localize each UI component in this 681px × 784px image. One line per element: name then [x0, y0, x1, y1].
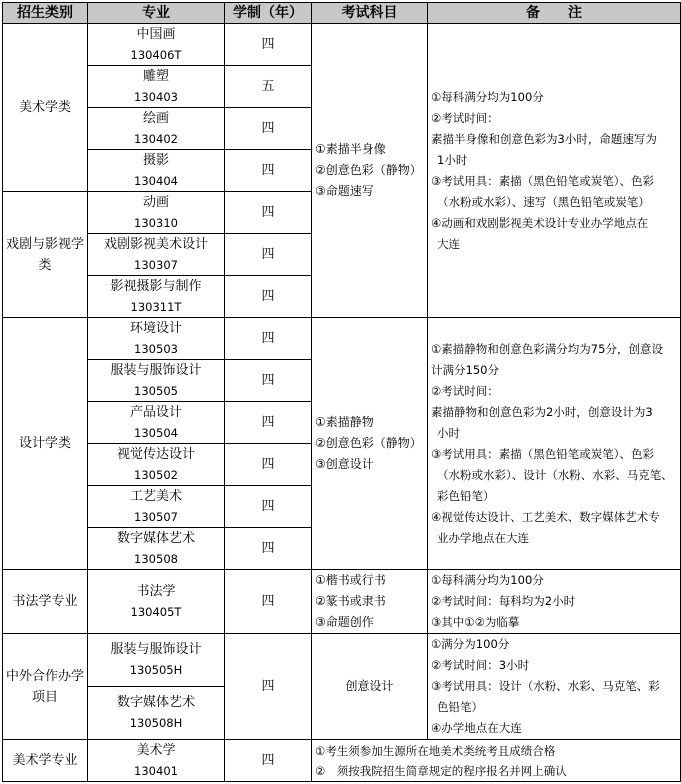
major-cell: [88, 360, 225, 402]
note-line: ①素描静物和创意色彩满分均为75分，创意设: [431, 341, 663, 356]
note-line: ②考试时间：3小时: [431, 658, 530, 672]
header-major: 专业: [88, 3, 225, 24]
major-code: 130402: [134, 131, 178, 146]
subject-item: ③命题速写: [315, 184, 374, 198]
notes-cell: [428, 570, 681, 634]
years-cell: 四: [225, 402, 312, 444]
note-line: ③考试用具：素描（黑色铅笔或炭笔）、色彩: [431, 446, 655, 461]
years-cell: 四: [225, 192, 312, 234]
major-cell: [88, 444, 225, 486]
major-name: 产品设计: [129, 404, 182, 420]
major-code: 130508H: [129, 716, 183, 730]
major-cell: [88, 634, 225, 687]
major-code: 130505H: [129, 663, 183, 677]
notes-cell: [428, 318, 681, 570]
category-cell: 中外合作办学项目: [3, 634, 88, 740]
note-line: ①每科满分均为100分: [431, 573, 544, 587]
note-line: ②考试时间：: [431, 110, 499, 125]
note-line: ② 须按我院招生简章规定的程序报名并网上确认: [315, 763, 567, 778]
years-cell: 四: [225, 570, 312, 634]
note-line: 素描半身像和创意色彩为3小时，命题速写为: [431, 131, 657, 146]
note-line: 大连: [437, 236, 460, 251]
years-cell: 四: [225, 486, 312, 528]
major-cell: [88, 150, 225, 192]
years-cell: 四: [225, 234, 312, 276]
major-cell: [88, 234, 225, 276]
subjects-cell: 创意设计: [312, 634, 428, 740]
major-cell: [88, 687, 225, 740]
table-row: [3, 318, 681, 360]
major-name: 环境设计: [129, 320, 182, 336]
major-name: 动画: [142, 194, 169, 210]
major-name: 视觉传达设计: [116, 446, 195, 462]
note-line: ④动画和戏剧影视美术设计专业办学地点在: [431, 215, 649, 230]
category-cell: 设计学类: [3, 318, 88, 570]
major-name: 绘画: [142, 110, 169, 126]
table-row: [3, 740, 681, 782]
subjects-cell: [312, 570, 428, 634]
category-cell: 美术学专业: [3, 740, 88, 782]
note-line: 色铅笔）: [437, 700, 483, 714]
subject-item: ①素描静物: [315, 415, 374, 429]
notes-cell: [312, 740, 681, 782]
major-code: 130403: [134, 89, 178, 104]
major-cell: [88, 192, 225, 234]
major-name: 美术学: [136, 742, 176, 758]
years-cell: 四: [225, 634, 312, 740]
header-years: 学制（年）: [225, 3, 312, 24]
category-cell: 书法学专业: [3, 570, 88, 634]
note-line: ①考生须参加生源所在地美术类统考且成绩合格: [315, 743, 556, 758]
note-line: （水粉或水彩）、设计（水粉、水彩、马克笔、: [437, 467, 673, 482]
years-cell: 四: [225, 318, 312, 360]
header-notes: 备 注: [428, 3, 681, 24]
major-name: 书法学: [136, 583, 176, 599]
header-category: 招生类别: [3, 3, 88, 24]
major-code: 130503: [134, 341, 178, 356]
years-cell: 四: [225, 444, 312, 486]
notes-cell: [428, 24, 681, 318]
subject-item: ②创意色彩（静物）: [315, 436, 422, 450]
major-name: 数字媒体艺术: [116, 530, 195, 546]
note-line: ③其中①②为临摹: [431, 615, 520, 629]
major-cell: [88, 486, 225, 528]
years-cell: 四: [225, 740, 312, 782]
category-cell: 戏剧与影视学类: [3, 192, 88, 318]
note-line: ④视觉传达设计、工艺美术、数字媒体艺术专: [431, 509, 660, 524]
subject-item: ①素描半身像: [315, 142, 386, 156]
major-code: 130401: [134, 763, 178, 778]
subject-item: ②创意色彩（静物）: [315, 163, 422, 177]
years-cell: 四: [225, 150, 312, 192]
note-line: ③考试用具：素描（黑色铅笔或炭笔）、色彩: [431, 173, 655, 188]
note-line: 素描静物和创意色彩为2小时，创意设计为3: [431, 404, 653, 419]
subjects-cell: [312, 24, 428, 318]
major-name: 戏剧影视美术设计: [103, 236, 208, 252]
admissions-table: [2, 2, 681, 782]
major-cell: [88, 570, 225, 634]
years-cell: 四: [225, 528, 312, 570]
note-line: ②考试时间：每科均为2小时: [431, 594, 576, 608]
note-line: 计满分150分: [431, 362, 499, 377]
subject-item: ②篆书或隶书: [315, 594, 386, 608]
major-name: 中国画: [136, 26, 176, 42]
notes-cell: [428, 634, 681, 740]
years-cell: 四: [225, 24, 312, 66]
table-row: [3, 24, 681, 66]
major-name: 雕塑: [142, 68, 169, 84]
major-code: 130406T: [130, 47, 182, 62]
major-code: 130508: [134, 551, 178, 566]
note-line: ③考试用具：设计（水粉、水彩、马克笔、彩: [431, 679, 660, 693]
years-cell: 四: [225, 276, 312, 318]
major-code: 130310: [134, 215, 178, 230]
major-code: 130404: [134, 173, 178, 188]
major-code: 130311T: [130, 299, 182, 314]
header-subjects: 考试科目: [312, 3, 428, 24]
major-name: 摄影: [142, 152, 169, 168]
note-line: ②考试时间：: [431, 383, 499, 398]
major-cell: [88, 66, 225, 108]
note-line: （水粉或水彩）、速写（黑色铅笔或炭笔）: [437, 194, 650, 209]
note-line: 1小时: [437, 152, 468, 167]
category-cell: 美术学类: [3, 24, 88, 192]
major-name: 数字媒体艺术: [116, 695, 195, 710]
table-row: [3, 634, 681, 687]
subjects-cell: [312, 318, 428, 570]
major-name: 影视摄影与制作: [110, 278, 202, 294]
note-line: ①每科满分均为100分: [431, 89, 544, 104]
major-code: 130507: [134, 509, 178, 524]
major-cell: [88, 740, 225, 782]
major-name: 服装与服饰设计: [110, 642, 202, 657]
note-line: ①满分为100分: [431, 637, 510, 651]
note-line: 彩色铅笔）: [437, 488, 495, 503]
years-cell: 四: [225, 108, 312, 150]
major-code: 130307: [134, 257, 178, 272]
major-cell: [88, 276, 225, 318]
subject-item: ③命题创作: [315, 615, 374, 629]
note-line: 小时: [437, 425, 460, 440]
major-name: 服装与服饰设计: [110, 362, 202, 378]
subject-item: ③创意设计: [315, 457, 374, 471]
major-cell: [88, 108, 225, 150]
major-code: 130405T: [130, 604, 182, 619]
note-line: 业办学地点在大连: [437, 530, 529, 545]
note-line: ④办学地点在大连: [431, 721, 522, 735]
header-row: [3, 3, 681, 24]
table-row: [3, 570, 681, 634]
major-cell: [88, 318, 225, 360]
major-code: 130505: [134, 383, 178, 398]
years-cell: 五: [225, 66, 312, 108]
major-name: 工艺美术: [129, 488, 182, 504]
major-cell: [88, 528, 225, 570]
major-code: 130504: [134, 425, 178, 440]
major-cell: [88, 402, 225, 444]
years-cell: 四: [225, 360, 312, 402]
major-code: 130502: [134, 467, 178, 482]
subject-item: ①楷书或行书: [315, 573, 386, 587]
major-cell: [88, 24, 225, 66]
